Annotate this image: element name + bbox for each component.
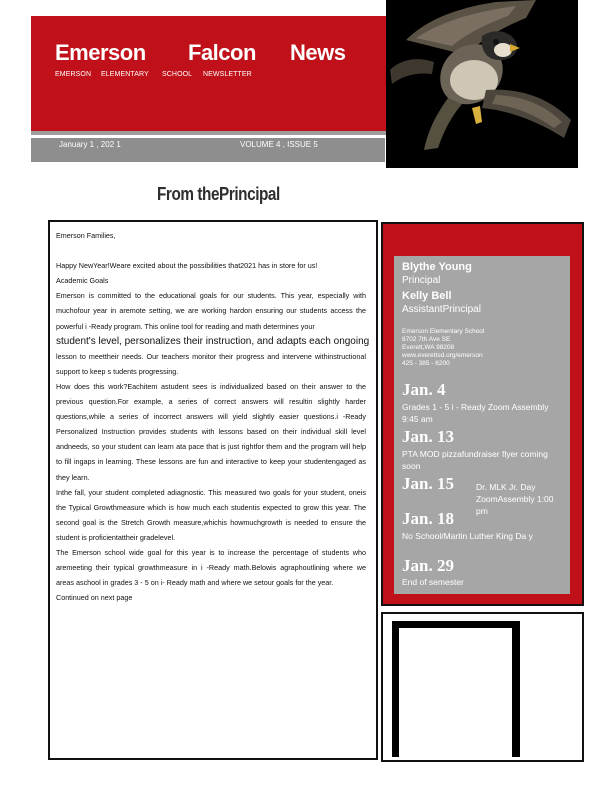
subtitle-word-1: EMERSON — [55, 71, 92, 78]
event-date: Jan. 18 — [402, 509, 454, 528]
letter-paragraph-large: student's level, personalizes their instruction, and adapts each ongoing — [56, 335, 370, 347]
letter-blank-line — [56, 243, 366, 258]
principal-role: Principal — [402, 275, 441, 286]
letter-paragraph: The Emerson school wide goal for this year is to increase the percentage of students who aremeeting their typical growthmeasure in i -Ready math.Belowis agraphoutlining where we areas aschool in grades 3 - 5 on i- Ready math and where we setour goals for the year. — [56, 547, 368, 588]
letter-continued: Continued on next page — [56, 593, 133, 603]
school-website: www.everettsd.org/emerson — [402, 352, 483, 359]
assistant-role: AssistantPrincipal — [402, 304, 481, 315]
title-word-1: Emerson — [55, 40, 146, 65]
event-text: Dr. MLK Jr. Day ZoomAssembly 1:00 pm — [476, 482, 554, 516]
volume-issue: VOLUME 4 , ISSUE 5 — [240, 140, 318, 149]
letter-salutation: Emerson Families, — [56, 231, 116, 240]
letter-body — [56, 228, 370, 605]
address-line-1: 8702 7th Ave SE — [402, 336, 451, 343]
event-text: No School/Martin Luther King Da y — [402, 531, 533, 541]
falcon-illustration — [386, 0, 578, 168]
event-date: Jan. 4 — [402, 380, 446, 399]
subtitle-word-3: SCHOOL — [162, 71, 193, 78]
event-text: PTA MOD pizzafundraiser flyer coming soon — [402, 449, 548, 471]
letter-subheading: Academic Goals — [56, 276, 109, 286]
letter-paragraph: How does this work?Eachitem astudent sees is individualized based on their answer to the previous question.For example, a series of correct answers will resultin slightly harder questions,while a series of incorrect answers will yield slightly easier questions.i -Ready Personalized Instruction provides students with lessons based on their individual skill level andneeds, so your student can learn ata pace that is just rightfor them and the program will help to fill ingaps in learning. These lessons are fun and interactive to keep your studentengaged as they learn. — [56, 381, 368, 482]
school-name: Emerson Elementary School — [402, 328, 485, 335]
sidebar-panel — [394, 256, 570, 594]
subtitle-word-2: ELEMENTARY — [101, 71, 149, 78]
event-text: Grades 1 - 5 i - Ready Zoom Assembly 9:45 am — [402, 402, 549, 424]
letter-paragraph: Happy NewYear!Weare excited about the possibilities that2021 has in store for us! — [56, 261, 318, 271]
title-word-2: Falcon — [188, 40, 256, 65]
title-word-3: News — [290, 40, 346, 65]
issue-date: January 1 , 202 1 — [59, 140, 121, 149]
section-title: From thePrincipal — [157, 184, 280, 204]
principal-letter — [48, 220, 378, 760]
principal-name: Blythe Young — [402, 261, 472, 273]
subtitle-word-4: NEWSLETTER — [203, 71, 252, 78]
letter-paragraph: lesson to meettheir needs. Our teachers monitor their progress and intervene withinstructional support to keep s tudents progressing. — [56, 351, 368, 376]
letter-paragraph: Emerson is committed to the educational goals for our students. This year, especially with muchofour year in aremote setting, we are working hardon ensuring our students access the powerful i -Ready program. This online tool for reading and math determines your — [56, 291, 368, 331]
event-date: Jan. 15 — [402, 474, 454, 493]
falcon-photo — [386, 0, 578, 168]
graphic-placeholder — [399, 628, 512, 757]
date-bar — [31, 138, 385, 162]
event-date: Jan. 29 — [402, 556, 454, 575]
address-line-2: Everett,WA 98208 — [402, 344, 455, 351]
assistant-name: Kelly Bell — [402, 290, 452, 302]
letter-paragraph: Inthe fall, your student completed adiagnostic. This measured two goals for your student, oneis the Typical Growthmeasure which is how much each studentis expected to grow this year. The second goal is the Stretch Growth measure,whichis howmuchgrowth is needed to ensure the student is proficientattheir gradelevel. — [56, 487, 368, 542]
school-phone: 425 - 385 - 6200 — [402, 360, 450, 367]
event-text: End of semester — [402, 577, 464, 587]
event-date: Jan. 13 — [402, 427, 454, 446]
